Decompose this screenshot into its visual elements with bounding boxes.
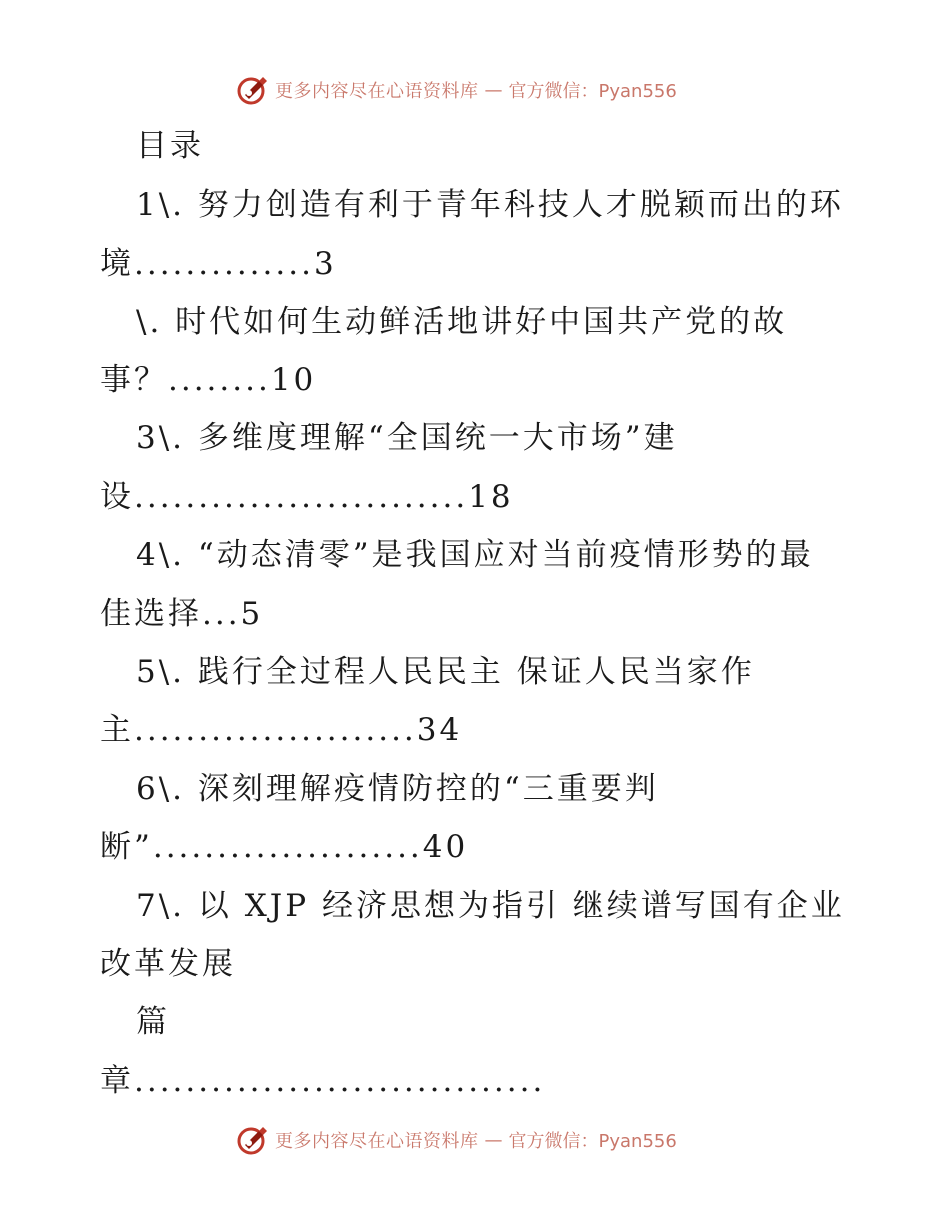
toc-entry-1-line-2: 境..............3: [100, 246, 337, 282]
watermark-dash: —: [484, 79, 503, 101]
toc-entry-7-line-3: 篇: [136, 1004, 170, 1040]
toc-entry-6-line-1: 6\. 深刻理解疫情防控的“三重要判: [136, 771, 659, 807]
toc-entry-7-line-4: 章................................: [100, 1063, 546, 1099]
toc-entry-7-line-2: 改革发展: [100, 946, 236, 982]
toc-entry-4-line-1: 4\. “动态清零”是我国应对当前疫情形势的最: [136, 537, 814, 573]
toc-heading: 目录: [136, 128, 204, 164]
toc-entry-6-line-2: 断”.....................40: [100, 829, 469, 865]
watermark-site-text: 更多内容尽在心语资料库: [275, 1131, 479, 1152]
toc-entry-1-line-1: 1\. 努力创造有利于青年科技人才脱颖而出的环: [136, 187, 844, 223]
watermark-wechat-text: 官方微信：Pyan556: [508, 1131, 677, 1152]
toc-entry-2-line-1: \. 时代如何生动鲜活地讲好中国共产党的故: [136, 304, 788, 340]
toc-entry-2-line-2: 事？........10: [100, 362, 317, 398]
toc-entry-4-line-2: 佳选择...5: [100, 596, 264, 632]
watermark-site-text: 更多内容尽在心语资料库: [275, 81, 479, 102]
toc-entry-7-line-1: 7\. 以 XJP 经济思想为指引 继续谱写国有企业: [136, 888, 845, 924]
watermark-banner-bottom: [235, 1122, 677, 1158]
pen-logo-icon: [235, 73, 269, 107]
toc-entry-5-line-2: 主......................34: [100, 712, 463, 748]
watermark-banner-top: [235, 72, 677, 108]
pen-logo-icon: [235, 1123, 269, 1157]
watermark-wechat-text: 官方微信：Pyan556: [508, 81, 677, 102]
toc-entry-3-line-1: 3\. 多维度理解“全国统一大市场”建: [136, 420, 678, 456]
toc-entry-5-line-1: 5\. 践行全过程人民民主 保证人民当家作: [136, 654, 755, 690]
watermark-dash: —: [484, 1129, 503, 1151]
toc-entry-3-line-2: 设..........................18: [100, 479, 514, 515]
